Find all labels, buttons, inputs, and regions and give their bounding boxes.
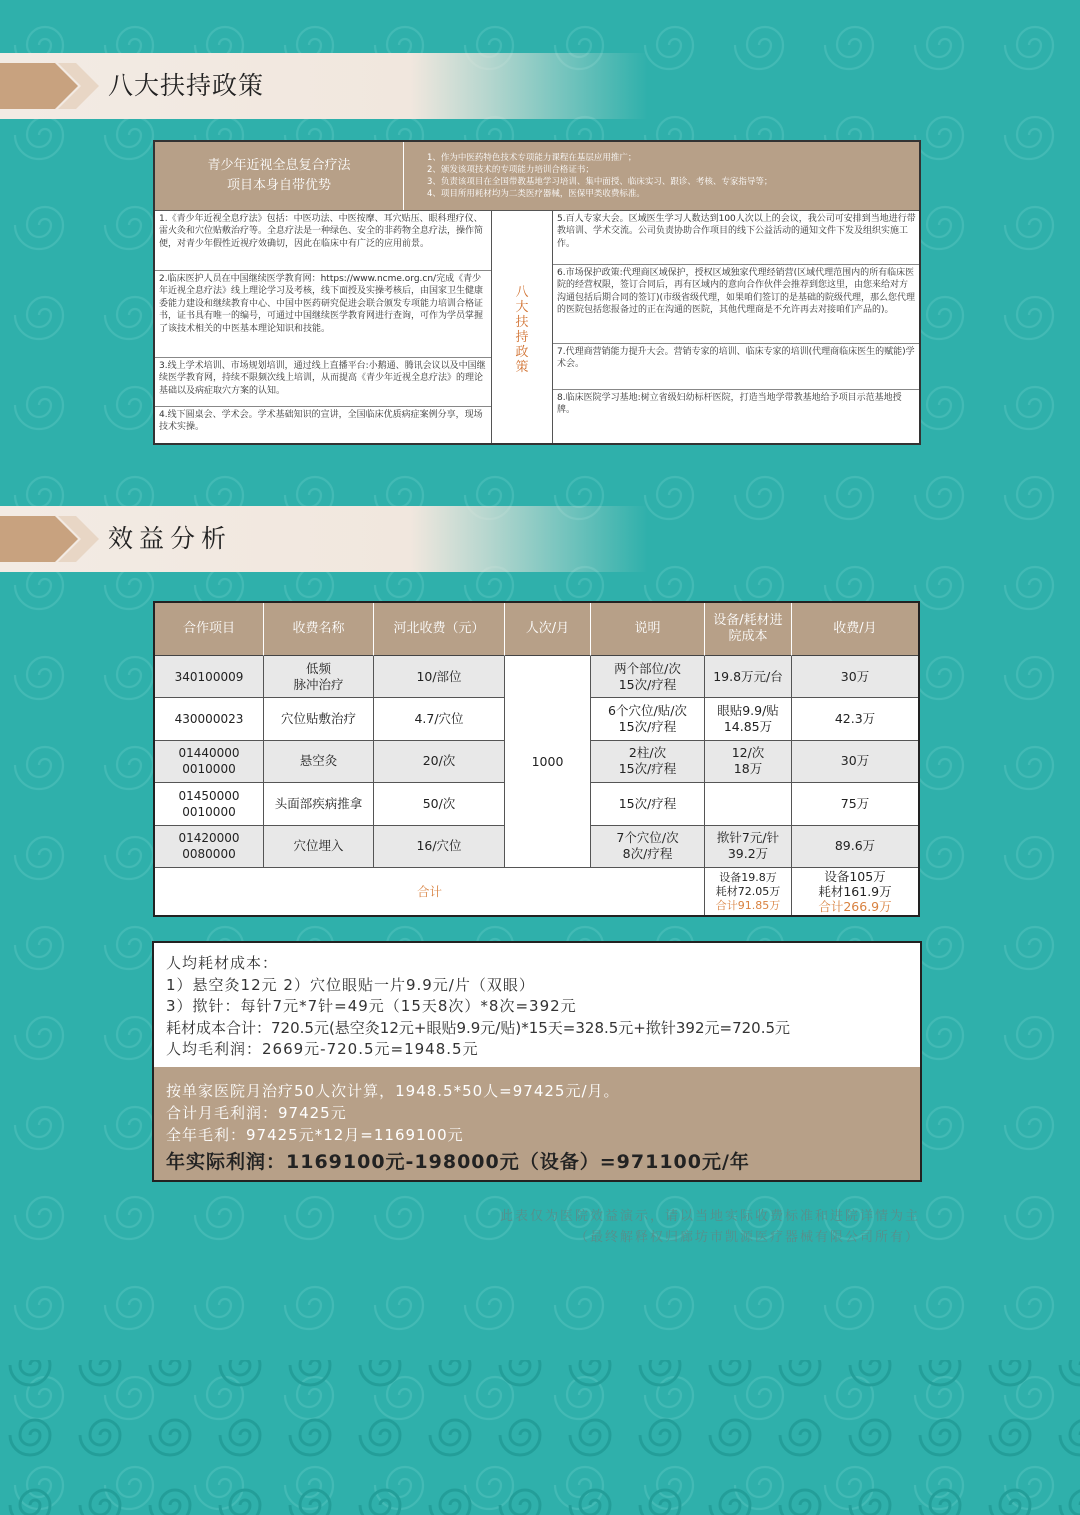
table-cell-name: 穴位贴敷治疗 xyxy=(264,698,374,740)
policy-vertical-label: 八大扶持政策 xyxy=(515,285,529,375)
policy-table xyxy=(153,140,921,445)
table-cell-desc: 15次/疗程 xyxy=(591,783,705,825)
calc-bottom-line: 全年毛利：97425元*12月=1169100元 xyxy=(166,1126,464,1144)
chevron-arrow-icon xyxy=(0,516,100,562)
calc-bottom-line: 按单家医院月治疗50人次计算，1948.5*50人=97425元/月。 xyxy=(166,1082,620,1100)
total-cost-line: 设备19.8万 xyxy=(719,870,777,884)
copyright-note: （最终解释权归廊坊市凯源医疗器械有限公司所有） xyxy=(574,1230,920,1245)
table-cell-monthly: 30万 xyxy=(792,741,918,783)
section-title: 效益分析 xyxy=(108,524,233,553)
total-monthly-cell xyxy=(792,868,918,915)
section-banner-benefit xyxy=(0,506,1080,572)
table-cell-monthly: 75万 xyxy=(792,783,918,825)
calc-line: 人均耗材成本： xyxy=(166,954,279,972)
benefit-table xyxy=(153,601,920,917)
table-cell-desc: 2柱/次 15次/疗程 xyxy=(591,741,705,783)
column-header: 河北收费（元） xyxy=(374,603,505,656)
section-banner-policy xyxy=(0,53,1080,119)
column-header: 合作项目 xyxy=(155,603,264,656)
policy-item: 8.临床医院学习基地:树立省级妇幼标杆医院，打造当地学带教基地给予项目示范基地授牌。 xyxy=(557,393,902,416)
policy-header xyxy=(155,142,919,211)
table-cell-code: 01440000 0010000 xyxy=(155,741,264,783)
calculation-top xyxy=(154,943,920,1067)
total-monthly-sum: 合计266.9万 xyxy=(818,899,892,914)
table-cell-name: 悬空灸 xyxy=(264,741,374,783)
column-header: 人次/月 xyxy=(505,603,591,656)
table-cell-cost: 眼贴9.9/贴 14.85万 xyxy=(705,698,792,740)
header-left-line: 项目本身自带优势 xyxy=(226,178,331,193)
table-cell-cost: 19.8万元/台 xyxy=(705,656,792,698)
policy-left-column xyxy=(155,211,492,443)
policy-header-right xyxy=(427,152,907,200)
table-cell-fee: 16/穴位 xyxy=(374,826,505,868)
policy-vertical-label-cell xyxy=(492,211,553,443)
table-cell-name: 穴位埋入 xyxy=(264,826,374,868)
calc-line: 1）悬空灸12元 2）穴位眼贴一片9.9元/片（双眼） xyxy=(166,976,535,994)
table-cell-code: 01450000 0010000 xyxy=(155,783,264,825)
table-cell-code: 01420000 0080000 xyxy=(155,826,264,868)
people-per-month-cell: 1000 xyxy=(505,656,591,868)
disclaimer-note: 此表仅为医院效益演示，请以当地实际收费标准和进院详情为主 xyxy=(499,1209,920,1224)
policy-item: 5.百人专家大会。区域医生学习人数达到100人次以上的会议，我公司可安排到当地进行带教培训、学术交流。公司负责协助合作项目的线下公益活动的通知文件下发及组织实施工作。 xyxy=(553,211,919,265)
column-header: 收费/月 xyxy=(792,603,918,656)
annual-profit-line: 年实际利润：1169100元-198000元（设备）=971100元/年 xyxy=(166,1151,750,1173)
header-right-line: 2、颁发该项技术的专项能力培训合格证书； xyxy=(427,165,594,175)
table-cell-fee: 4.7/穴位 xyxy=(374,698,505,740)
header-right-line: 3、负责该项目在全国带教基地学习培训、集中面授、临床实习、跟诊、考核、专家指导等； xyxy=(427,177,773,187)
chevron-arrow-icon xyxy=(0,63,100,109)
calc-line: 耗材成本合计：720.5元(悬空灸12元+眼贴9.9元/贴)*15天=328.5元+揿针392元=720.5元 xyxy=(166,1019,791,1037)
total-cost-line: 耗材72.05万 xyxy=(715,884,781,898)
table-cell-monthly: 30万 xyxy=(792,656,918,698)
table-cell-name: 头面部疾病推拿 xyxy=(264,783,374,825)
policy-item: 1.《青少年近视全息疗法》包括：中医功法、中医按摩、耳穴贴压、眼科理疗仪、雷火灸和穴位贴敷治疗等。全息疗法是一种绿色、安全的非药物全息疗法，操作简便，对青少年假性近视疗效确切，因此在临床中有广泛的应用前景。 xyxy=(155,211,491,271)
section-title: 八大扶持政策 xyxy=(108,71,265,100)
table-cell-name: 低频 脉冲治疗 xyxy=(264,656,374,698)
table-cell-desc: 两个部位/次 15次/疗程 xyxy=(591,656,705,698)
header-left-line: 青少年近视全息复合疗法 xyxy=(207,158,351,173)
column-header: 设备/耗材进院成本 xyxy=(705,603,792,656)
calculation-box xyxy=(152,941,922,1182)
table-cell-fee: 20/次 xyxy=(374,741,505,783)
table-cell-desc: 7个穴位/次 8次/疗程 xyxy=(591,826,705,868)
calc-line: 3）揿针：每针7元*7针=49元（15天8次）*8次=392元 xyxy=(166,997,577,1015)
calculation-bottom xyxy=(154,1067,920,1180)
table-cell-cost xyxy=(705,783,792,825)
total-monthly-line: 耗材161.9万 xyxy=(818,884,892,899)
column-header: 说明 xyxy=(591,603,705,656)
table-cell-cost: 揿针7元/针 39.2万 xyxy=(705,826,792,868)
table-cell-code: 430000023 xyxy=(155,698,264,740)
table-cell-desc: 6个穴位/贴/次 15次/疗程 xyxy=(591,698,705,740)
policy-item: 2.临床医护人员在中国继续医学教育网：https://www.ncme.org.cn/完成《青少年近视全息疗法》线上理论学习及考核，线下面授及实操考核后，由国家卫生健康委能力建设和继续教育中心、中国中医药研究促进会联合颁发专项能力培训合格证书，证书具有唯一的编号，可通过中国继续医学教育网进行查询，可作为学员掌握了该技术相关的中医基本理论知识和技能。 xyxy=(155,271,491,358)
policy-header-left xyxy=(155,142,404,210)
policy-item: 7.代理商营销能力提升大会。营销专家的培训、临床专家的培训(代理商临床医生的赋能)学术会。 xyxy=(553,344,919,390)
header-right-line: 1、作为中医药特色技术专项能力课程在基层应用推广； xyxy=(427,153,637,163)
header-right-line: 4、项目所用耗材均为二类医疗器械，医保甲类收费标准。 xyxy=(427,189,645,199)
total-cost-cell xyxy=(705,868,792,915)
policy-item: 3.线上学术培训、市场规划培训，通过线上直播平台:小鹅通、腾讯会议以及中国继续医学教育网，持续不限频次线上培训，从而提高《青少年近视全息疗法》的理论基础以及病症取穴方案的认知。 xyxy=(155,358,491,407)
table-cell-monthly: 89.6万 xyxy=(792,826,918,868)
table-cell-code: 340100009 xyxy=(155,656,264,698)
policy-item: 4.线下圆桌会、学术会。学术基础知识的宣讲，全国临床优质病症案例分享，现场技术实操。 xyxy=(159,410,483,433)
column-header: 收费名称 xyxy=(264,603,374,656)
calc-bottom-line: 合计月毛利润：97425元 xyxy=(166,1104,347,1122)
policy-item: 6.市场保护政策:代理商区域保护，授权区域独家代理经销营(区域代理范围内的所有临床医院的经营权限，签订合同后，再有区域内的意向合作伙伴会推荐到您这里，由您来给对方沟通包括后期合同的签订)(市级省级代理，如果咱们签订的是基础的院级代理，那么您代理的医院包括您报备过的正在沟通的医院，其他代理商是不允许再去对接咱们产品的)。 xyxy=(553,265,919,344)
policy-right-column xyxy=(553,211,919,443)
table-cell-monthly: 42.3万 xyxy=(792,698,918,740)
total-cost-sum: 合计91.85万 xyxy=(715,898,781,912)
table-cell-cost: 12/次 18万 xyxy=(705,741,792,783)
profit-line: 人均毛利润：2669元-720.5元=1948.5元 xyxy=(166,1040,479,1058)
table-cell-fee: 10/部位 xyxy=(374,656,505,698)
table-cell-fee: 50/次 xyxy=(374,783,505,825)
total-label: 合计 xyxy=(155,868,705,915)
total-monthly-line: 设备105万 xyxy=(824,869,886,884)
